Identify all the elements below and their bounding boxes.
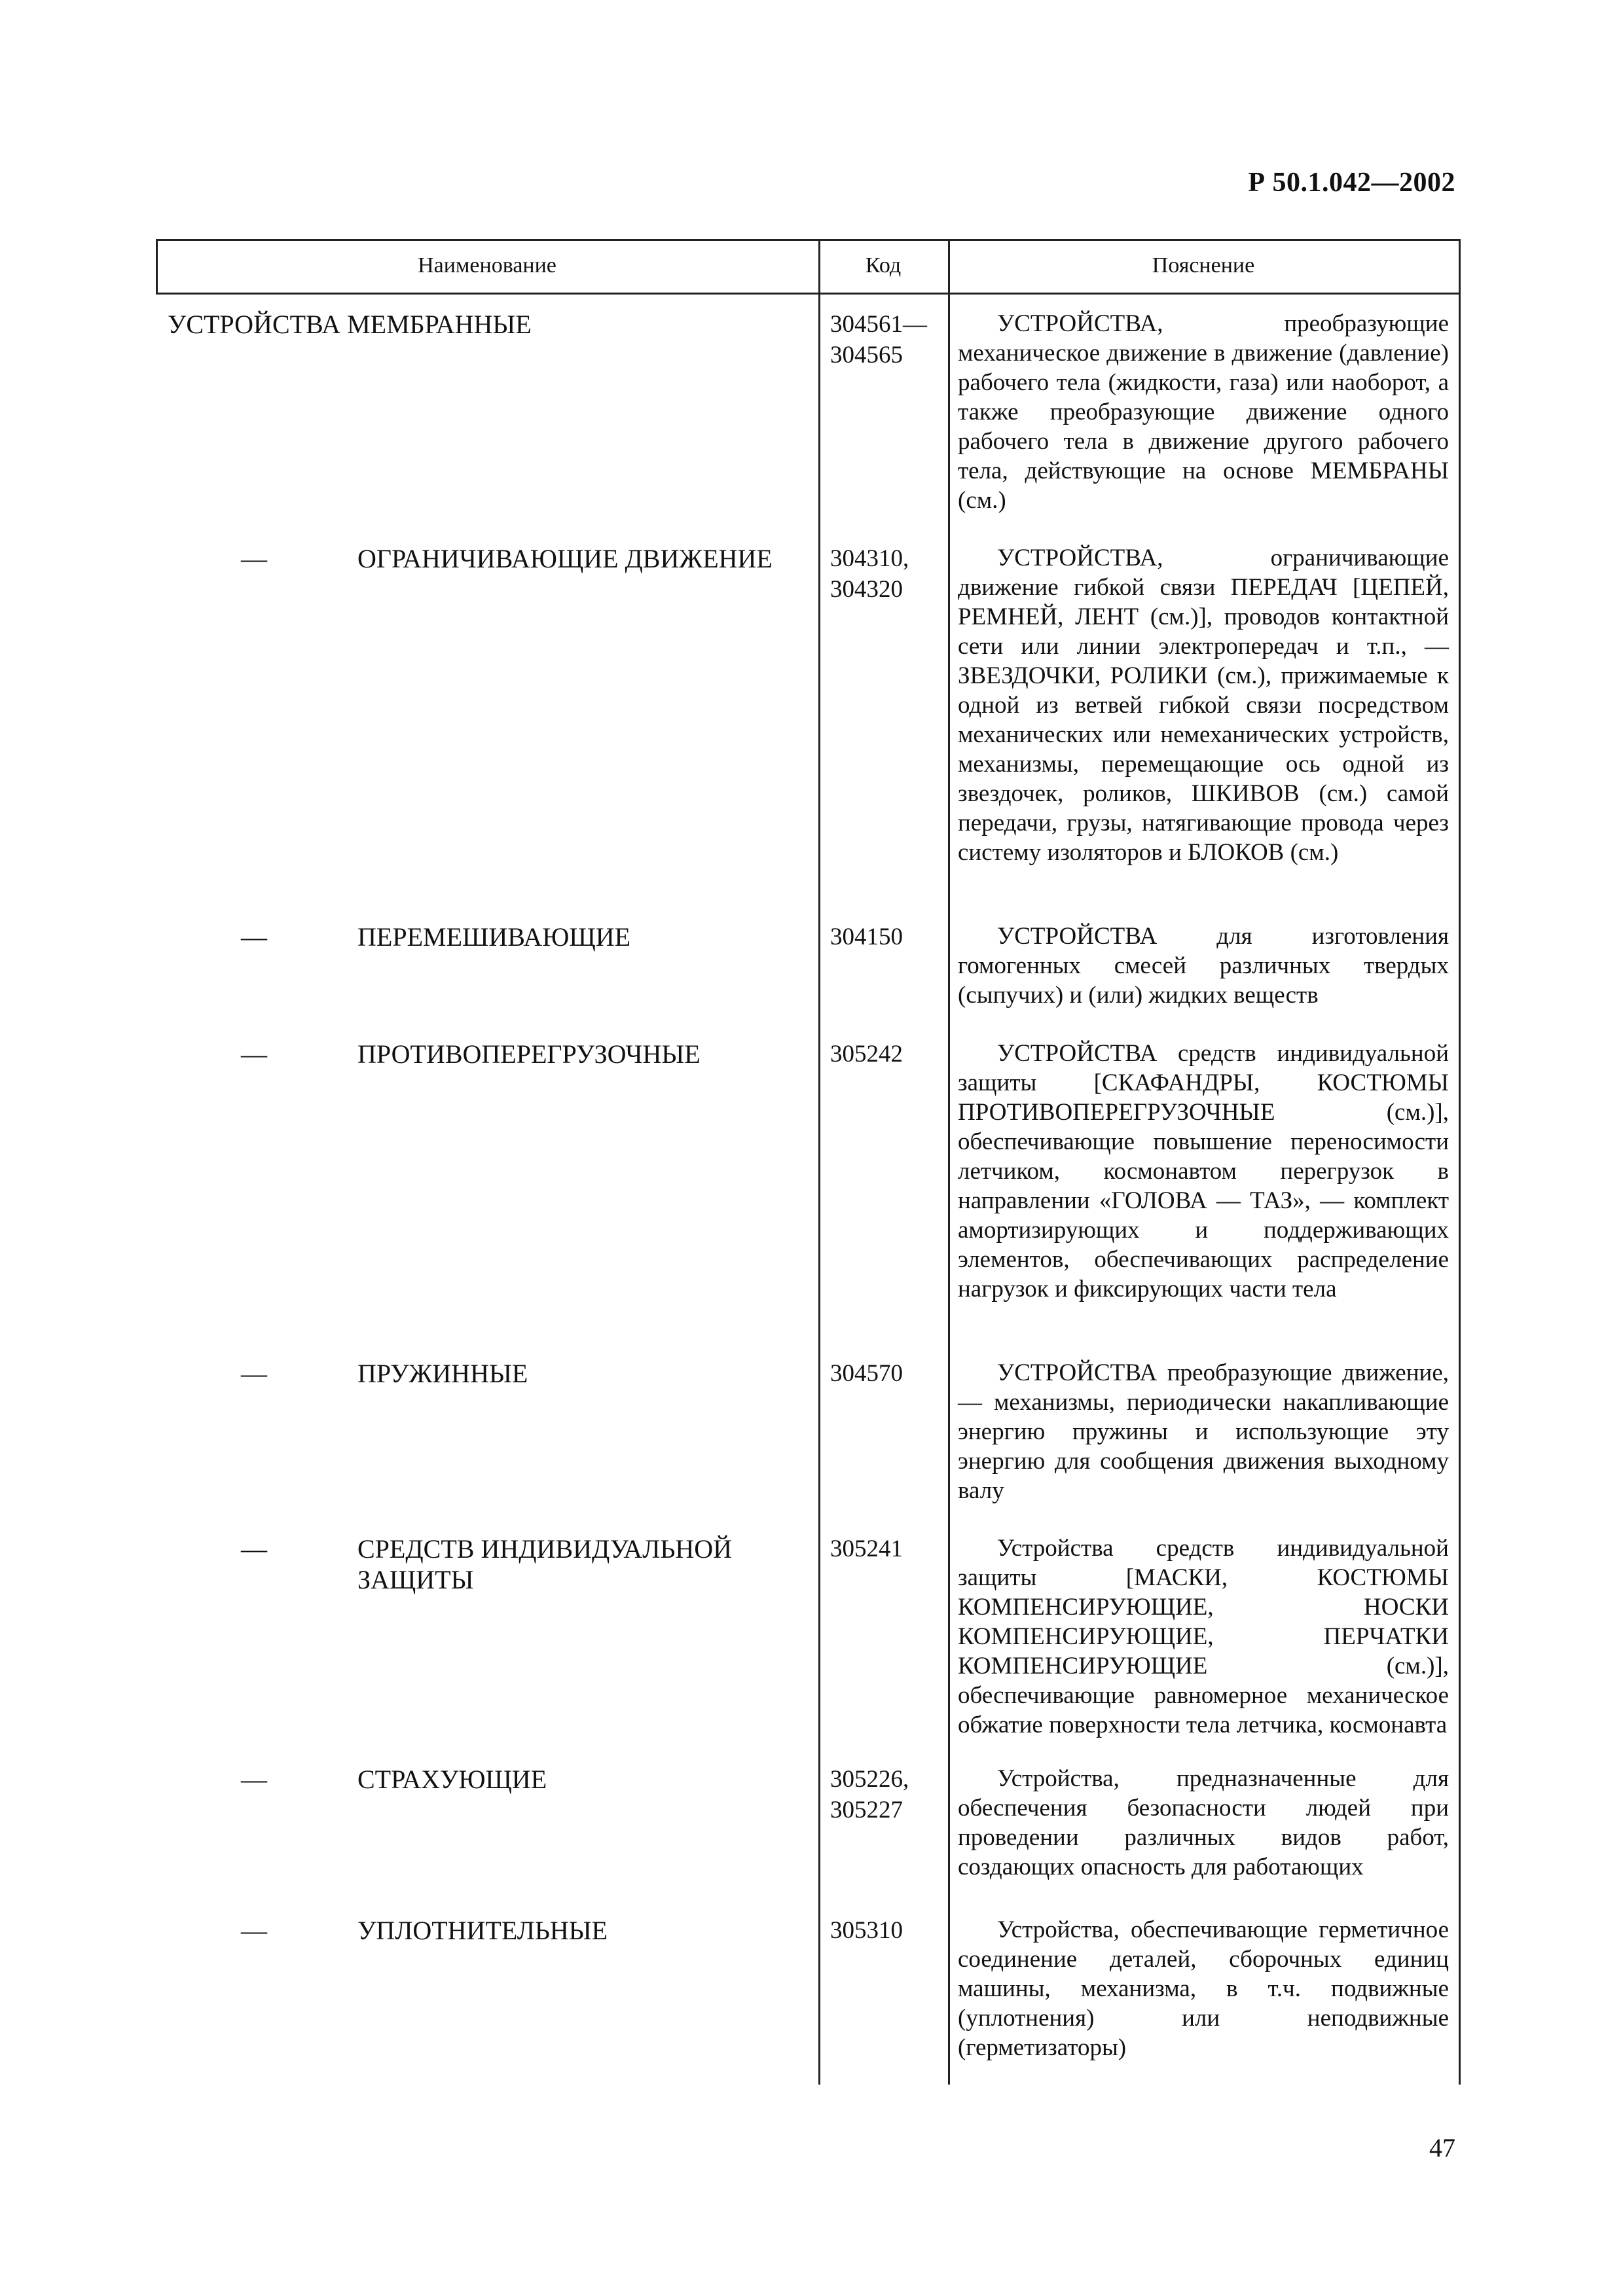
table-right-border <box>1459 239 1461 2085</box>
term-name: СТРАХУЮЩИЕ <box>357 1765 547 1794</box>
term-description: Устройства, предназначенные для обеспечения безопасности людей при проведении различных видов работ, создающих опасность для работающих <box>958 1765 1449 1880</box>
col-header-desc: Пояснение <box>1152 253 1255 278</box>
term-name: ПЕРЕМЕШИВАЮЩИЕ <box>357 922 631 952</box>
term-dash: — <box>241 1359 267 1388</box>
term-code: 304310, 304320 <box>830 545 909 603</box>
page-number: 47 <box>1429 2133 1455 2162</box>
term-code: 304150 <box>830 924 903 950</box>
term-code: 304561— 304565 <box>830 311 927 368</box>
term-description: Устройства средств индивидуальной защиты [МАСКИ, КОСТЮМЫ КОМПЕНСИРУЮЩИЕ, НОСКИ КОМПЕНСИРУЮЩИЕ, ПЕРЧАТКИ КОМПЕНСИРУЮЩИЕ (см.)], обеспечивающие равномерное механическое обжатие поверхности тела летчика, космонавта <box>958 1535 1449 1738</box>
header-bottom-border <box>156 293 1461 295</box>
col-divider-1 <box>818 239 820 2085</box>
term-dash: — <box>241 1765 267 1794</box>
term-name: ПРУЖИННЫЕ <box>357 1359 528 1388</box>
term-dash: — <box>241 1534 267 1564</box>
term-name: УПЛОТНИТЕЛЬНЫЕ <box>357 1916 608 1945</box>
term-dash: — <box>241 922 267 952</box>
term-description: Устройства, обеспечивающие герметичное соединение деталей, сборочных единиц машины, механизма, в т.ч. подвижные (уплотнения) или неподвижные (герметизаторы) <box>958 1916 1449 2061</box>
terms-table <box>156 239 1461 2085</box>
col-header-name: Наименование <box>418 253 556 278</box>
term-description: УСТРОЙСТВА, ограничивающие движение гибкой связи ПЕРЕДАЧ [ЦЕПЕЙ, РЕМНЕЙ, ЛЕНТ (см.)], проводов контактной сети или линии электропередач и т.п., — ЗВЕЗДОЧКИ, РОЛИКИ (см.), прижимаемые к одной из ветвей гибкой связи посредством механических или немеханических устройств, механизмы, перемещающие ось одной из звездочек, роликов, ШКИВОВ (см.) самой передачи, грузы, натягивающие провода через систему изоляторов и БЛОКОВ (см.) <box>958 545 1449 866</box>
term-description: УСТРОЙСТВА преобразующие движение, — механизмы, периодически накапливающие энергию пружины и использующие эту энергию для сообщения движения выходному валу <box>958 1359 1449 1504</box>
term-code: 305226, 305227 <box>830 1766 909 1823</box>
term-description: УСТРОЙСТВА средств индивидуальной защиты [СКАФАНДРЫ, КОСТЮМЫ ПРОТИВОПЕРЕГРУЗОЧНЫЕ (см.)], обеспечивающие повышение переносимости летчиком, космонавтом перегрузок в направлении «ГОЛОВА — ТАЗ», — комплект амортизирующих и поддерживающих элементов, обеспечивающих распределение нагрузок и фиксирующих части тела <box>958 1040 1449 1302</box>
term-description: УСТРОЙСТВА для изготовления гомогенных смесей различных твердых (сыпучих) и (или) жидких веществ <box>958 923 1449 1009</box>
term-code: 305241 <box>830 1535 903 1562</box>
term-code: 305310 <box>830 1917 903 1944</box>
term-dash: — <box>241 1916 267 1945</box>
col-header-code: Код <box>865 253 902 278</box>
table-top-border <box>156 239 1461 241</box>
term-dash: — <box>241 544 267 573</box>
term-name: ПРОТИВОПЕРЕГРУЗОЧНЫЕ <box>357 1039 701 1069</box>
term-code: 305242 <box>830 1041 903 1067</box>
term-name: УСТРОЙСТВА МЕМБРАННЫЕ <box>168 310 532 339</box>
term-dash: — <box>241 1039 267 1069</box>
term-name: СРЕДСТВ ИНДИВИДУАЛЬНОЙ ЗАЩИТЫ <box>357 1534 733 1594</box>
document-id: Р 50.1.042—2002 <box>1248 168 1455 198</box>
term-description: УСТРОЙСТВА, преобразующие механическое движение в движение (давление) рабочего тела (жидкости, газа) или наоборот, а также преобразующие движение одного рабочего тела в движение другого рабочего тела, действующие на основе МЕМБРАНЫ (см.) <box>958 310 1449 514</box>
term-code: 304570 <box>830 1360 903 1387</box>
term-name: ОГРАНИЧИВАЮЩИЕ ДВИЖЕНИЕ <box>357 544 773 573</box>
